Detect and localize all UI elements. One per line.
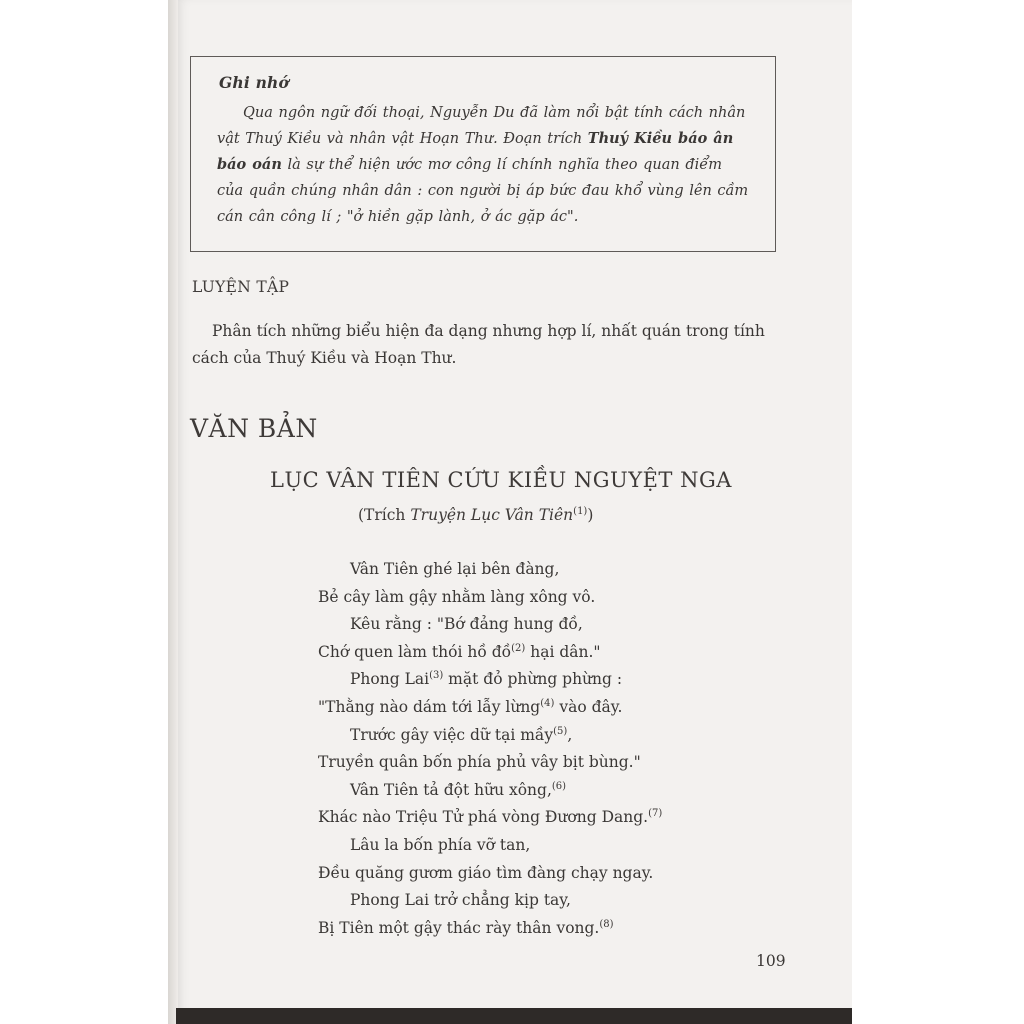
- poem-line-text: Kêu rằng : "Bớ đảng hung đồ,: [350, 615, 583, 634]
- poem-title: LỤC VÂN TIÊN CỨU KIỀU NGUYỆT NGA: [270, 468, 732, 492]
- background-left: [0, 0, 172, 1024]
- remember-box: [190, 56, 776, 252]
- poem-line-text: Vân Tiên ghé lại bên đàng,: [350, 560, 560, 578]
- poem-line: [318, 666, 662, 694]
- page-number: 109: [756, 952, 786, 970]
- footnote-marker: (8): [599, 918, 614, 930]
- poem-line-text: ,: [567, 725, 573, 744]
- poem-line: [318, 777, 662, 805]
- footnote-marker: (5): [553, 725, 568, 737]
- poem-line-text: Bẻ cây làm gậy nhằm làng xông vô.: [318, 587, 596, 606]
- footnote-marker: (2): [511, 642, 526, 654]
- footnote-marker: (7): [648, 808, 663, 820]
- poem-line: [318, 584, 662, 612]
- poem-line-text: Phong Lai: [350, 670, 430, 689]
- poem-line: [318, 611, 662, 639]
- poem-body: [318, 556, 662, 942]
- poem-line-text: Khác nào Triệu Tử phá vòng Đương Dang.: [318, 808, 649, 827]
- remember-title: Ghi nhớ: [219, 73, 290, 92]
- poem-line: [318, 804, 662, 832]
- practice-title: LUYỆN TẬP: [192, 278, 290, 296]
- poem-line: [318, 860, 662, 888]
- footnote-marker: (4): [540, 697, 555, 709]
- poem-line-text: Chớ quen làm thói hồ đồ: [318, 642, 512, 661]
- poem-subtitle: [358, 506, 593, 524]
- poem-line-text: mặt đỏ phừng phừng :: [443, 670, 623, 689]
- poem-subtitle-suffix: ): [587, 506, 594, 524]
- poem-line: [318, 832, 662, 860]
- poem-line: [318, 694, 662, 722]
- poem-line-text: vào đây.: [554, 697, 623, 716]
- poem-subtitle-work: Truyện Lục Vân Tiên: [410, 506, 574, 524]
- page-bottom-edge: [176, 1008, 852, 1024]
- poem-subtitle-prefix: (Trích: [358, 506, 411, 524]
- footnote-marker: (6): [551, 780, 567, 792]
- poem-line-text: hại dân.": [525, 642, 601, 661]
- poem-line-text: Truyền quân bốn phía phủ vây bịt bùng.": [318, 753, 641, 772]
- footnote-marker: (3): [429, 670, 444, 682]
- poem-line-text: Đều quăng gươm giáo tìm đàng chạy ngay.: [318, 863, 654, 882]
- poem-line: [318, 722, 662, 750]
- poem-line-text: Vân Tiên tả đột hữu xông,: [350, 780, 552, 799]
- poem-line-text: "Thằng nào dám tới lẫy lừng: [318, 697, 541, 716]
- poem-line: [318, 749, 662, 777]
- section-title: VĂN BẢN: [190, 414, 318, 443]
- remember-text-part-2: là sự thể hiện ước mơ công lí chính nghĩa theo quan điểm của quần chúng nhân dân : con người bị áp bức đau khổ vùng lên cầm cán cân công lí ; "ở hiền gặp lành, ở ác gặp ác".: [217, 157, 749, 225]
- poem-line-text: Trước gây việc dữ tại mầy: [350, 725, 554, 744]
- remember-text: [217, 100, 749, 230]
- poem-line: [318, 556, 662, 584]
- book-spine: [168, 0, 178, 1024]
- poem-line: [318, 887, 662, 915]
- poem-line: [318, 639, 662, 667]
- footnote-marker: (1): [573, 506, 588, 517]
- practice-text: Phân tích những biểu hiện đa dạng nhưng hợp lí, nhất quán trong tính cách của Thuý Kiều và Hoạn Thư.: [192, 322, 765, 367]
- poem-line-text: Bị Tiên một gậy thác rày thân vong.: [318, 918, 600, 937]
- poem-line-text: Lâu la bốn phía vỡ tan,: [350, 835, 531, 854]
- poem-line-text: Phong Lai trở chẳng kịp tay,: [350, 891, 571, 910]
- poem-line: [318, 915, 662, 943]
- remember-text-bold: Thuý Kiều báo ân báo oán: [217, 130, 734, 173]
- remember-text-part-1: Qua ngôn ngữ đối thoại, Nguyễn Du đã làm nổi bật tính cách nhân vật Thuý Kiều và nhân vật Hoạn Thư. Đoạn trích: [217, 105, 746, 147]
